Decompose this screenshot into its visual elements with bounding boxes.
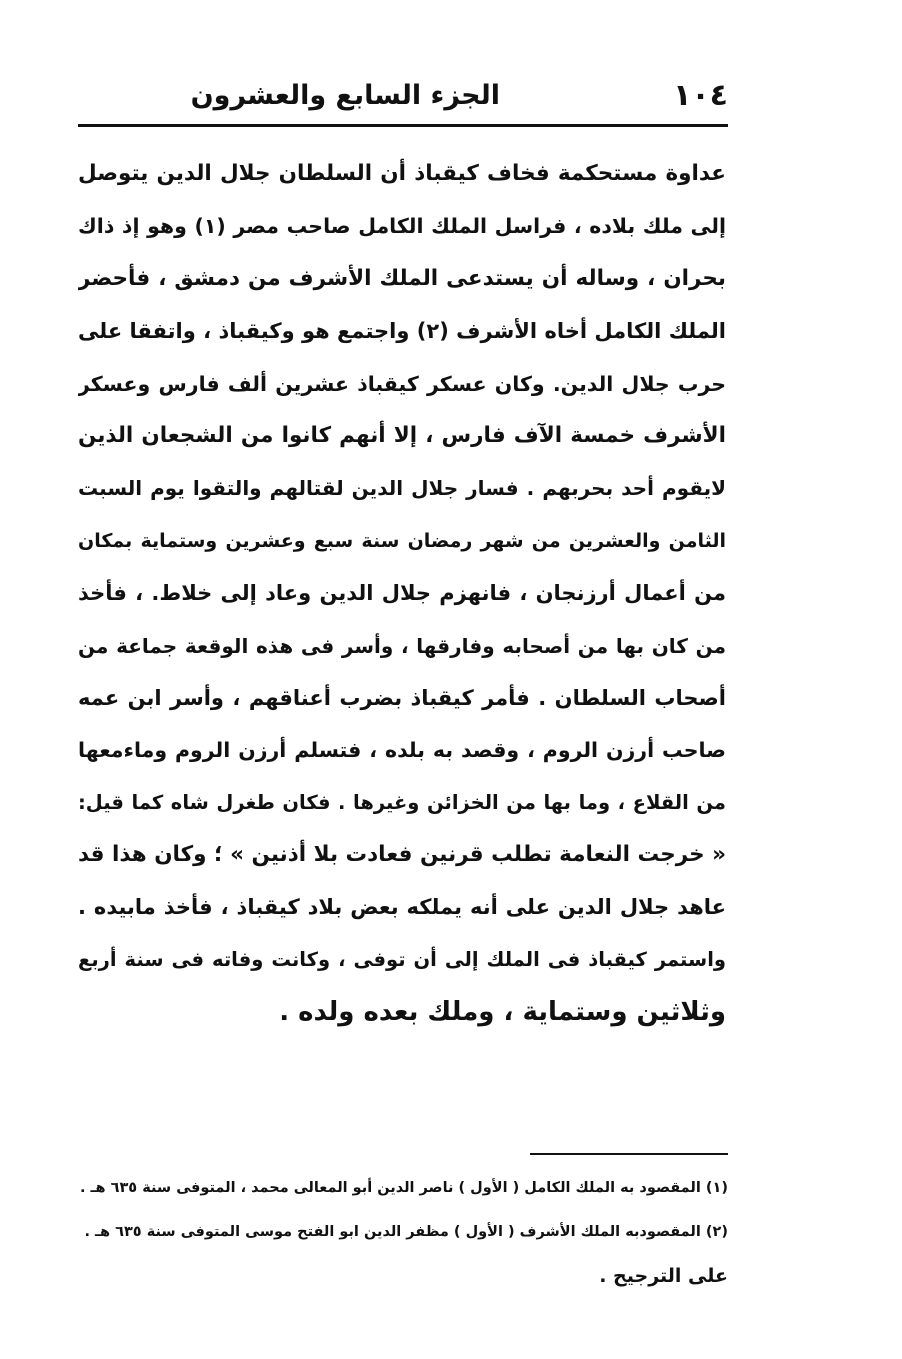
text-line: حرب جلال الدين. وكان عسكر كيقباذ عشرين ألف فارس وعسكر <box>78 371 726 396</box>
text-line: من القلاع ، وما بها من الخزائن وغيرها . فكان طغرل شاه كما قيل: <box>78 790 726 814</box>
text-line: من أعمال أرزنجان ، فانهزم جلال الدين وعاد إلى خلاط. ، فأخذ <box>78 581 726 606</box>
text-line: من كان بها من أصحابه وفارقها ، وأسر فى هذه الوقعة جماعة من <box>78 633 726 658</box>
page-header <box>78 72 728 122</box>
text-line: لايقوم أحد بحربهم . فسار جلال الدين لقتالهم والتقوا يوم السبت <box>78 476 726 501</box>
text-line: بحران ، وساله أن يستدعى الملك الأشرف من دمشق ، فأحضر <box>78 265 726 291</box>
running-title: الجزء السابع والعشرون <box>190 80 500 111</box>
footnote-1: (١) المقصود به الملك الكامل ( الأول ) ناصر الدين أبو المعالى محمد ، المتوفى سنة ٦٣٥ هـ . <box>79 1180 728 1196</box>
text-line: إلى ملك بلاده ، فراسل الملك الكامل صاحب مصر (١) وهو إذ ذاك <box>78 214 726 239</box>
footnote-rule <box>530 1153 728 1155</box>
text-line: الأشرف خمسة الآف فارس ، إلا أنهم كانوا من الشجعان الذين <box>78 422 726 448</box>
text-line: أصحاب السلطان . فأمر كيقباذ بضرب أعناقهم ، وأسر ابن عمه <box>78 685 726 710</box>
footnote-2: (٢) المقصودبه الملك الأشرف ( الأول ) مظفر الدين ابو الفتح موسى المتوفى سنة ٦٣٥ هـ . <box>84 1224 728 1240</box>
text-line: وثلاثين وستماية ، وملك بعده ولده . <box>279 997 726 1028</box>
footnote-2-continuation: على الترجيح . <box>599 1265 728 1287</box>
footnotes <box>78 1166 728 1298</box>
text-line: الملك الكامل أخاه الأشرف (٢) واجتمع هو وكيقباذ ، واتفقا على <box>78 319 726 344</box>
page-number: ١٠٤ <box>673 78 728 113</box>
text-line: عاهد جلال الدين على أنه يملكه بعض بلاد كيقباذ ، فأخذ مابيده . <box>78 895 726 920</box>
main-text <box>78 148 726 1039</box>
text-line: الثامن والعشرين من شهر رمضان سنة سبع وعشرين وستماية بمكان <box>78 529 726 552</box>
text-line: « خرجت النعامة تطلب قرنين فعادت بلا أذنين » ؛ وكان هذا قد <box>78 842 726 868</box>
text-line: عداوة مستحكمة فخاف كيقباذ أن السلطان جلال الدين يتوصل <box>78 161 726 186</box>
text-line: صاحب أرزن الروم ، وقصد به بلده ، فتسلم أرزن الروم وماءمعها <box>78 738 726 763</box>
text-line: واستمر كيقباذ فى الملك إلى أن توفى ، وكانت وفاته فى سنة أربع <box>78 947 726 971</box>
header-rule <box>78 124 728 127</box>
